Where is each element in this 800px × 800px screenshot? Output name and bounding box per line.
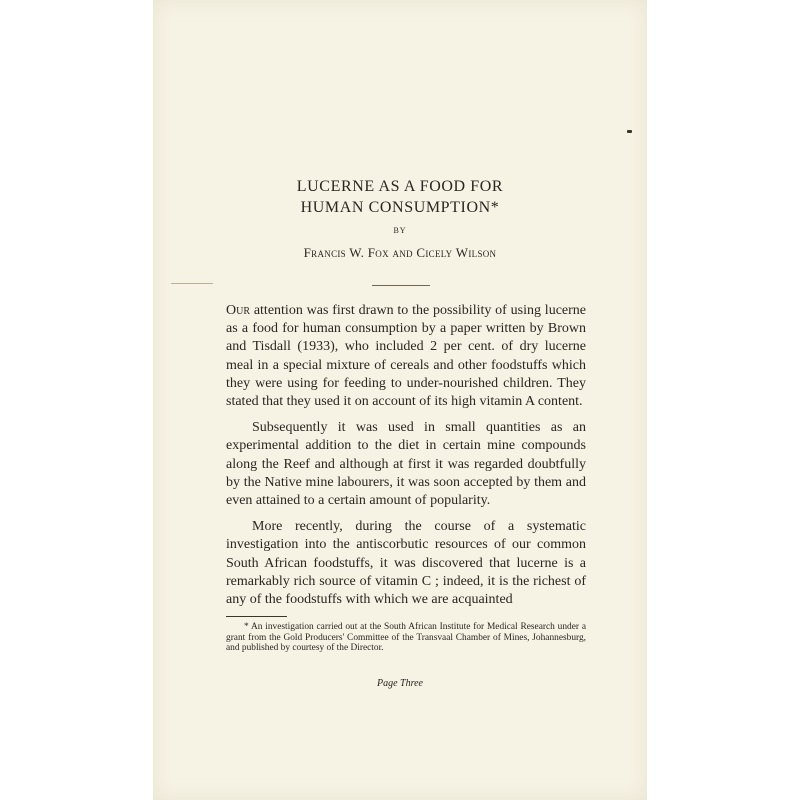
article-title-line-2: HUMAN CONSUMPTION* xyxy=(300,199,500,216)
paragraph-2: Subsequently it was used in small quantities as an experimental addition to the diet in certain mine compounds along the Reef and although at first it was regarded doubtfully by the Native mine labourers, it was soon accepted by them and even attained to a certain amount of popularity. xyxy=(226,420,586,509)
document-page xyxy=(153,0,647,800)
paragraph-1-lead: Our xyxy=(226,303,251,318)
margin-mark xyxy=(171,283,213,284)
paragraph-1 xyxy=(226,302,586,411)
page-number: Page Three xyxy=(376,678,423,689)
paragraph-1-text: attention was first drawn to the possibility of using lucerne as a food for human consumption by a paper written by Brown and Tisdall (1933), who included 2 per cent. of dry lucerne meal in a special mixture of cereals and other foodstuffs which they were using for feeding to under-nourished children. They stated that they used it on account of its high vitamin A content. xyxy=(226,303,586,410)
article-title-line-1: LUCERNE AS A FOOD FOR xyxy=(296,178,504,195)
article-body xyxy=(226,302,586,617)
paragraph-3: More recently, during the course of a systematic investigation into the antiscorbutic resources of our common South African foodstuffs, it was discovered that lucerne is a remarkably rich source of vitamin C ; indeed, it is the richest of any of the foodstuffs with which we are acquainted xyxy=(226,519,586,608)
byline-label: BY xyxy=(393,226,407,235)
article-authors: Francis W. Fox and Cicely Wilson xyxy=(303,245,497,260)
footnote: * An investigation carried out at the South African Institute for Medical Research under a grant from the Gold Producers' Committee of the Transvaal Chamber of Mines, Johannesburg, and published by courtesy of the Director. xyxy=(226,622,586,654)
footnote-divider xyxy=(226,616,287,617)
ink-speck xyxy=(627,130,632,133)
title-divider xyxy=(372,285,430,286)
